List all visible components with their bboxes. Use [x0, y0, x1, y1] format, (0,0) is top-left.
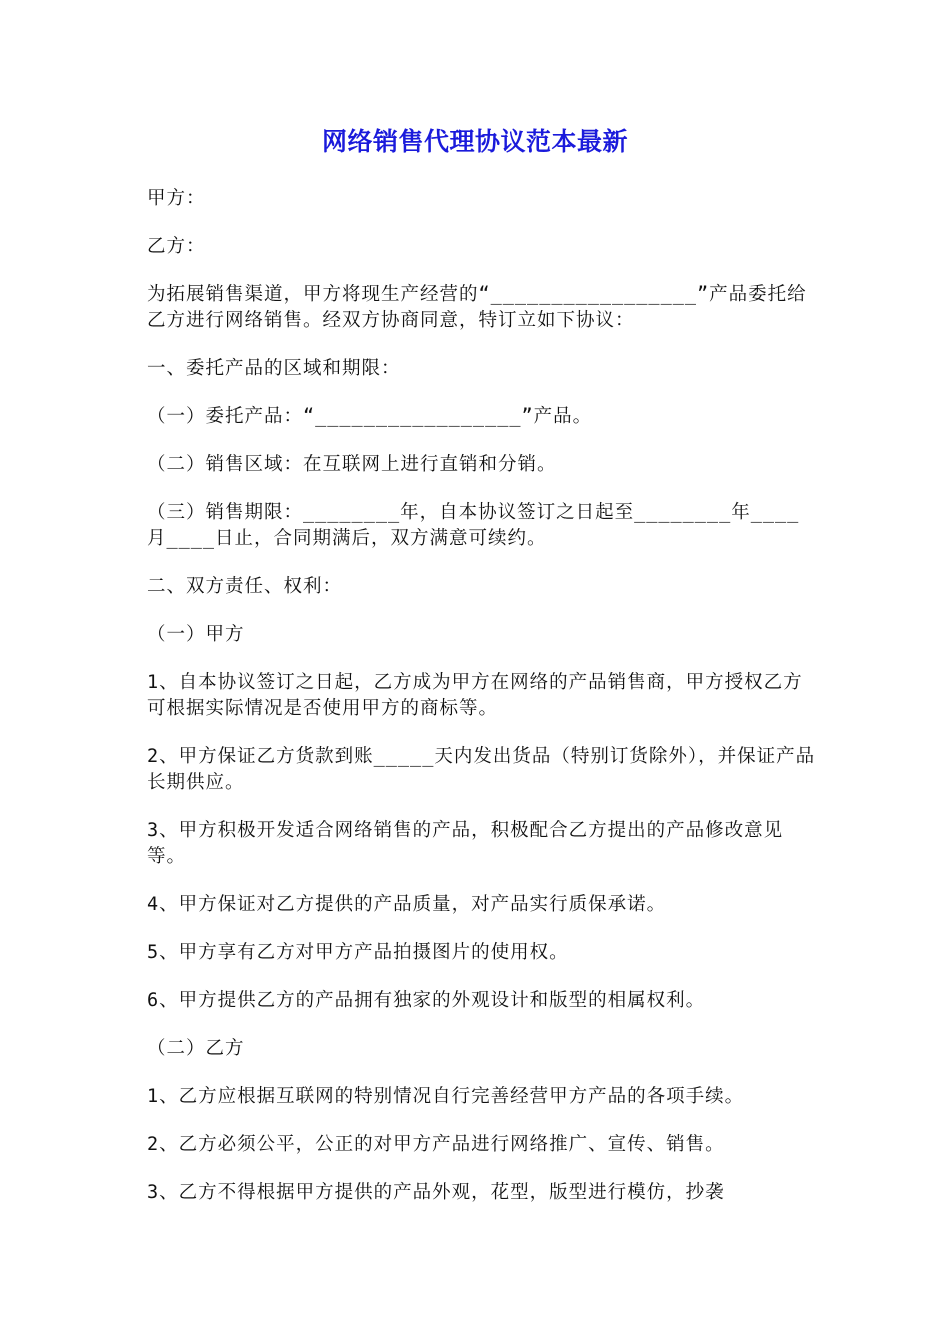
clause-paragraph: （二）销售区域：在互联网上进行直销和分销。 — [147, 454, 557, 475]
clause-paragraph: （一）委托产品：“_________________”产品。 — [147, 406, 593, 427]
section-heading: 二、双方责任、权利： — [147, 576, 343, 597]
section-heading: 一、委托产品的区域和期限： — [147, 358, 401, 379]
subsection-heading: （二）乙方 — [147, 1038, 245, 1059]
party-b-line: 乙方： — [147, 236, 206, 257]
clause-paragraph: 6、甲方提供乙方的产品拥有独家的外观设计和版型的相属权利。 — [147, 990, 706, 1011]
clause-paragraph: 1、自本协议签订之日起，乙方成为甲方在网络的产品销售商，甲方授权乙方可根据实际情况是否使用甲方的商标等。 — [147, 672, 803, 719]
clause-paragraph: 3、乙方不得根据甲方提供的产品外观，花型，版型进行模仿，抄袭 — [147, 1182, 725, 1203]
clause-paragraph: 1、乙方应根据互联网的特别情况自行完善经营甲方产品的各项手续。 — [147, 1086, 745, 1107]
clause-paragraph: 4、甲方保证对乙方提供的产品质量，对产品实行质保承诺。 — [147, 894, 667, 915]
clause-paragraph: 5、甲方享有乙方对甲方产品拍摄图片的使用权。 — [147, 942, 569, 963]
clause-paragraph: （三）销售期限：________年，自本协议签订之日起至________年____月____日止，合同期满后，双方满意可续约。 — [147, 502, 800, 549]
party-a-line: 甲方： — [147, 188, 206, 209]
intro-paragraph: 为拓展销售渠道，甲方将现生产经营的“_________________”产品委托给乙方进行网络销售。经双方协商同意，特订立如下协议： — [147, 284, 807, 331]
subsection-heading: （一）甲方 — [147, 624, 245, 645]
document-body — [147, 186, 817, 1228]
clause-paragraph: 3、甲方积极开发适合网络销售的产品，积极配合乙方提出的产品修改意见等。 — [147, 820, 784, 867]
clause-paragraph: 2、甲方保证乙方货款到账_____天内发出货品（特别订货除外），并保证产品长期供应。 — [147, 746, 816, 793]
document-title: 网络销售代理协议范本最新 — [321, 127, 628, 156]
clause-paragraph: 2、乙方必须公平，公正的对甲方产品进行网络推广、宣传、销售。 — [147, 1134, 725, 1155]
